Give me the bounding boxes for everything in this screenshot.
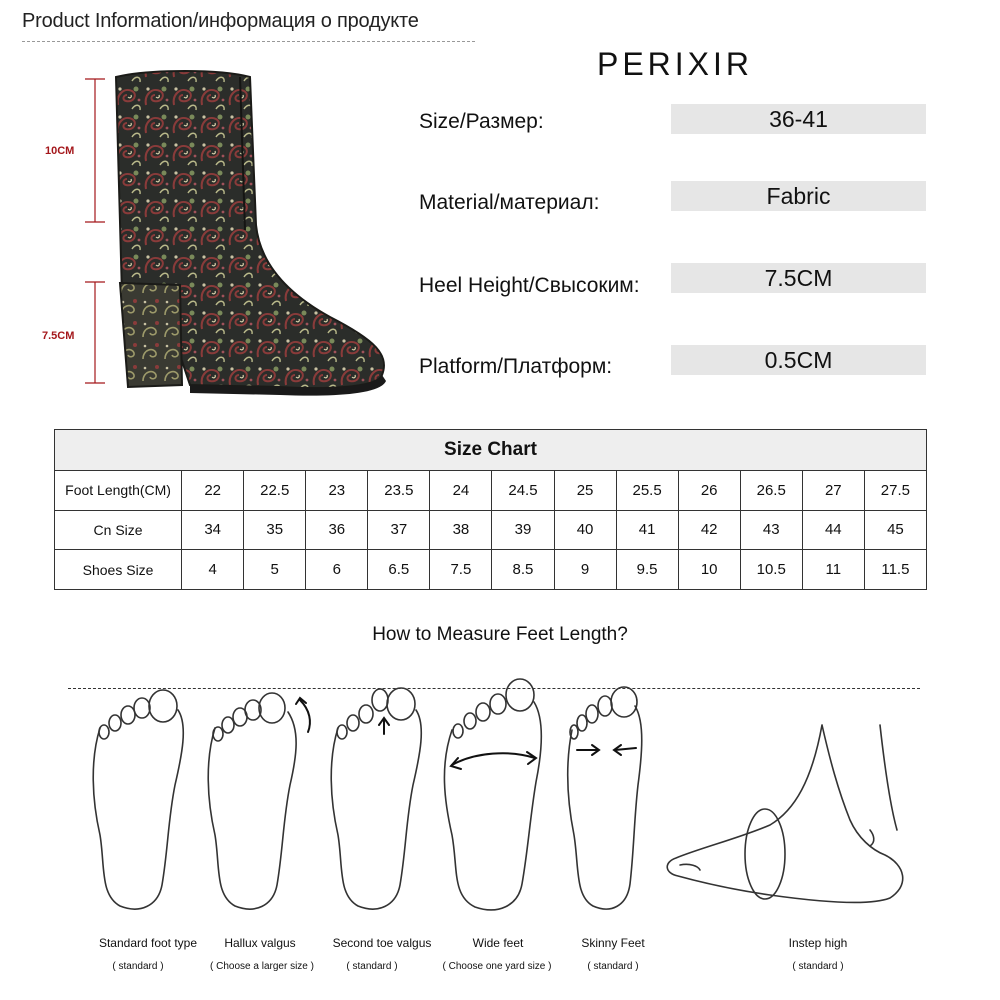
- table-cell: 25: [554, 471, 616, 511]
- spec-heel-value: 7.5CM: [671, 263, 926, 293]
- table-cell: 9: [554, 550, 616, 590]
- spec-heel-label: Heel Height/Свысоким:: [419, 274, 640, 297]
- table-cell: 24.5: [492, 471, 554, 511]
- size-chart-title: Size Chart: [55, 430, 927, 471]
- table-cell: 4: [182, 550, 244, 590]
- spec-platform-value: 0.5CM: [671, 345, 926, 375]
- foot-wide-icon: [444, 679, 541, 910]
- foot-hallux-valgus-icon: [208, 693, 310, 909]
- row-header-cn-size: Cn Size: [55, 510, 182, 550]
- foot-type-note: ( standard ): [112, 961, 164, 972]
- table-cell: 11: [802, 550, 864, 590]
- table-cell: 9.5: [616, 550, 678, 590]
- table-cell: 22.5: [244, 471, 306, 511]
- table-cell: 43: [740, 510, 802, 550]
- table-cell: 23: [306, 471, 368, 511]
- foot-type-label: Wide feet: [472, 936, 524, 950]
- spec-material-label: Material/материал:: [419, 191, 600, 214]
- table-cell: 7.5: [430, 550, 492, 590]
- row-header-foot-length: Foot Length(CM): [55, 471, 182, 511]
- spec-material-value: Fabric: [671, 181, 926, 211]
- foot-standard-icon: [93, 690, 183, 909]
- foot-type-label: Skinny Feet: [581, 936, 645, 950]
- table-cell: 25.5: [616, 471, 678, 511]
- table-cell: 10: [678, 550, 740, 590]
- table-cell: 41: [616, 510, 678, 550]
- foot-type-note: ( standard ): [587, 961, 639, 972]
- spec-size-value: 36-41: [671, 104, 926, 134]
- table-cell: 39: [492, 510, 554, 550]
- spec-size-label: Size/Размер:: [419, 110, 544, 133]
- foot-type-label: Second toe valgus: [332, 936, 432, 950]
- table-cell: 5: [244, 550, 306, 590]
- feet-illustrations: [0, 670, 1000, 930]
- table-row: [55, 510, 927, 550]
- size-chart-table: [54, 429, 927, 590]
- foot-instep-high-icon: [667, 725, 902, 902]
- table-cell: 10.5: [740, 550, 802, 590]
- shaft-height-label: 10CM: [45, 145, 75, 157]
- brand-name: PERIXIR: [596, 46, 754, 82]
- table-cell: 34: [182, 510, 244, 550]
- table-cell: 45: [864, 510, 926, 550]
- table-cell: 8.5: [492, 550, 554, 590]
- row-header-shoes-size: Shoes Size: [55, 550, 182, 590]
- measure-title: How to Measure Feet Length?: [372, 624, 628, 645]
- table-cell: 26: [678, 471, 740, 511]
- table-cell: 44: [802, 510, 864, 550]
- table-cell: 24: [430, 471, 492, 511]
- foot-second-toe-valgus-icon: [331, 688, 421, 909]
- foot-type-note: ( standard ): [792, 961, 844, 972]
- table-cell: 35: [244, 510, 306, 550]
- table-cell: 27.5: [864, 471, 926, 511]
- table-cell: 6: [306, 550, 368, 590]
- table-cell: 36: [306, 510, 368, 550]
- spec-platform-label: Platform/Платформ:: [419, 355, 613, 378]
- table-row: [55, 471, 927, 511]
- table-cell: 27: [802, 471, 864, 511]
- foot-type-label: Standard foot type: [98, 936, 198, 950]
- foot-type-label: Hallux valgus: [224, 936, 296, 950]
- table-cell: 6.5: [368, 550, 430, 590]
- table-row: [55, 550, 927, 590]
- heel-height-label: 7.5CM: [42, 330, 75, 342]
- table-cell: 37: [368, 510, 430, 550]
- foot-type-label: Instep high: [788, 936, 848, 950]
- table-cell: 11.5: [864, 550, 926, 590]
- foot-skinny-icon: [568, 687, 642, 909]
- foot-type-note: ( standard ): [346, 961, 398, 972]
- table-cell: 40: [554, 510, 616, 550]
- table-cell: 22: [182, 471, 244, 511]
- product-image: [30, 55, 410, 405]
- table-cell: 38: [430, 510, 492, 550]
- foot-type-note: ( Choose a larger size ): [210, 961, 314, 972]
- table-cell: 26.5: [740, 471, 802, 511]
- table-cell: 23.5: [368, 471, 430, 511]
- foot-type-note: ( Choose one yard size ): [442, 961, 552, 972]
- header-divider: [22, 41, 475, 42]
- page-title: Product Information/информация о продукте: [22, 10, 419, 32]
- table-cell: 42: [678, 510, 740, 550]
